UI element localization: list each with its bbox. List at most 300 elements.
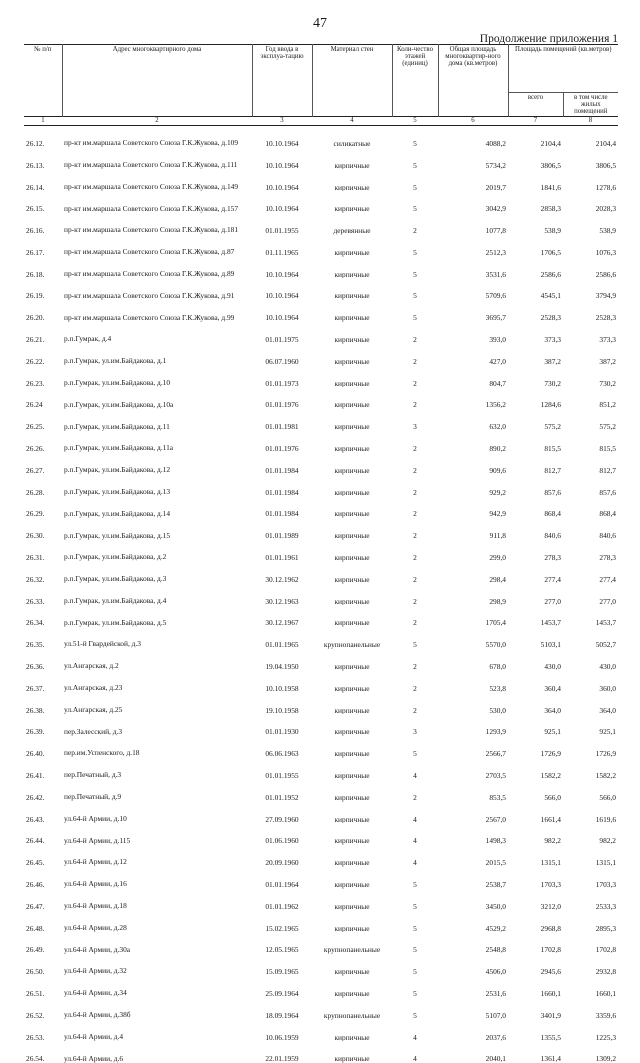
floors-cell: 5 bbox=[413, 901, 417, 911]
material-cell: кирпичные bbox=[334, 422, 370, 432]
floors-cell: 5 bbox=[413, 291, 417, 301]
year-cell: 19.10.1958 bbox=[265, 705, 299, 715]
row-number: 26.48. bbox=[26, 923, 45, 933]
living-area-cell: 566,0 bbox=[599, 792, 617, 802]
table-row bbox=[24, 1020, 618, 1042]
material-cell: кирпичные bbox=[334, 531, 370, 541]
row-number: 26.52. bbox=[26, 1010, 45, 1020]
premises-all-cell: 4545,1 bbox=[540, 291, 561, 301]
year-cell: 10.10.1964 bbox=[265, 138, 299, 148]
premises-all-cell: 1706,5 bbox=[540, 247, 561, 257]
material-cell: кирпичные bbox=[334, 160, 370, 170]
total-area-cell: 2040,1 bbox=[485, 1054, 506, 1063]
year-cell: 01.01.1984 bbox=[265, 465, 299, 475]
premises-all-cell: 387,2 bbox=[544, 356, 561, 366]
row-number: 26.34. bbox=[26, 618, 45, 628]
floors-cell: 5 bbox=[413, 204, 417, 214]
material-cell: кирпичные bbox=[334, 247, 370, 257]
premises-all-cell: 1582,2 bbox=[540, 771, 561, 780]
row-number: 26.38. bbox=[26, 705, 45, 715]
year-cell: 01.01.1962 bbox=[265, 901, 299, 911]
floors-cell: 5 bbox=[413, 945, 417, 955]
material-cell: крупнопанельные bbox=[323, 640, 381, 649]
table-row bbox=[24, 780, 618, 802]
material-cell: кирпичные bbox=[334, 269, 370, 279]
row-number: 26.37. bbox=[26, 683, 45, 693]
total-area-cell: 299,0 bbox=[489, 553, 506, 562]
floors-cell: 4 bbox=[413, 1054, 417, 1063]
living-area-cell: 857,6 bbox=[599, 487, 617, 497]
total-area-cell: 909,6 bbox=[489, 465, 506, 475]
col-number: 8 bbox=[563, 117, 618, 126]
header-premises-living: в том числе жилых помещений bbox=[563, 93, 618, 117]
total-area-cell: 1356,2 bbox=[485, 400, 506, 410]
total-area-cell: 1705,4 bbox=[485, 618, 506, 628]
material-cell: кирпичные bbox=[334, 880, 370, 889]
header-year: Год ввода в эксплуа-тацию bbox=[252, 45, 312, 117]
table-row bbox=[24, 714, 618, 736]
year-cell: 01.01.1973 bbox=[265, 378, 299, 388]
year-cell: 25.09.1964 bbox=[265, 988, 299, 998]
year-cell: 01.01.1964 bbox=[265, 880, 299, 889]
address-cell: ул.64-й Армии, д.30а bbox=[64, 944, 131, 954]
address-cell: пр-кт им.маршала Советского Союза Г.К.Жукова, д.91 bbox=[64, 290, 235, 300]
premises-all-cell: 364,0 bbox=[544, 705, 561, 715]
premises-all-cell: 2104,4 bbox=[540, 138, 561, 148]
address-cell: ул.Ангарская, д.25 bbox=[64, 704, 123, 714]
material-cell: кирпичные bbox=[334, 509, 370, 519]
floors-cell: 2 bbox=[413, 378, 417, 388]
premises-all-cell: 868,4 bbox=[544, 509, 561, 519]
floors-cell: 4 bbox=[413, 1032, 417, 1042]
floors-cell: 2 bbox=[413, 444, 417, 453]
col-number: 6 bbox=[438, 117, 508, 126]
row-number: 26.42. bbox=[26, 792, 45, 802]
table-row bbox=[24, 998, 618, 1020]
material-cell: кирпичные bbox=[334, 356, 370, 366]
year-cell: 01.01.1976 bbox=[265, 400, 299, 410]
address-cell: р.п.Гумрак, ул.им.Байдакова, д.12 bbox=[64, 465, 171, 475]
total-area-cell: 3042,9 bbox=[485, 204, 506, 214]
row-number: 26.50. bbox=[26, 967, 45, 976]
floors-cell: 2 bbox=[413, 574, 417, 584]
premises-all-cell: 575,2 bbox=[544, 422, 561, 432]
living-area-cell: 3794,9 bbox=[595, 291, 617, 301]
floors-cell: 2 bbox=[413, 683, 417, 693]
row-number: 26.30. bbox=[26, 531, 45, 541]
material-cell: кирпичные bbox=[334, 749, 370, 758]
col-number: 7 bbox=[508, 117, 563, 126]
year-cell: 10.06.1959 bbox=[265, 1032, 299, 1042]
row-number: 26.15. bbox=[26, 204, 45, 214]
total-area-cell: 804,7 bbox=[489, 378, 506, 388]
address-cell: ул.64-й Армии, д.115 bbox=[64, 835, 131, 845]
row-number: 26.39. bbox=[26, 727, 45, 737]
living-area-cell: 982,2 bbox=[599, 836, 617, 846]
floors-cell: 2 bbox=[413, 662, 417, 671]
material-cell: кирпичные bbox=[334, 1054, 370, 1063]
table-row bbox=[24, 300, 618, 322]
premises-all-cell: 373,3 bbox=[544, 335, 561, 344]
premises-all-cell: 840,6 bbox=[544, 531, 561, 541]
header-material: Материал стен bbox=[312, 45, 392, 117]
premises-all-cell: 2586,6 bbox=[540, 269, 561, 279]
material-cell: кирпичные bbox=[334, 596, 370, 606]
floors-cell: 5 bbox=[413, 749, 417, 758]
address-cell: р.п.Гумрак, ул.им.Байдакова, д.13 bbox=[64, 486, 171, 496]
material-cell: кирпичные bbox=[334, 967, 370, 976]
floors-cell: 5 bbox=[413, 313, 417, 323]
header-area-total: Общая площадь многоквартир-ного дома (кв.метров) bbox=[438, 45, 508, 117]
premises-all-cell: 3212,0 bbox=[540, 901, 561, 911]
living-area-cell: 1315,1 bbox=[595, 858, 617, 867]
living-area-cell: 2932,8 bbox=[595, 967, 617, 976]
header-address: Адрес многоквартирного дома bbox=[62, 45, 252, 117]
material-cell: кирпичные bbox=[334, 182, 370, 192]
year-cell: 01.11.1965 bbox=[265, 247, 299, 257]
year-cell: 10.10.1964 bbox=[265, 204, 299, 214]
material-cell: кирпичные bbox=[334, 444, 370, 453]
header-premises-all: всего bbox=[508, 93, 563, 117]
year-cell: 01.01.1976 bbox=[265, 444, 299, 453]
living-area-cell: 277,4 bbox=[599, 574, 617, 584]
table-row bbox=[24, 366, 618, 388]
row-number: 26.49. bbox=[26, 945, 45, 955]
table-row bbox=[24, 802, 618, 824]
table-row bbox=[24, 518, 618, 540]
page-number: 47 bbox=[313, 16, 327, 31]
total-area-cell: 393,0 bbox=[489, 335, 506, 344]
premises-all-cell: 538,9 bbox=[544, 226, 561, 235]
living-area-cell: 387,2 bbox=[599, 356, 617, 366]
premises-all-cell: 1355,5 bbox=[540, 1032, 561, 1042]
premises-all-cell: 2968,8 bbox=[540, 923, 561, 933]
table-row bbox=[24, 257, 618, 279]
col-number: 4 bbox=[312, 117, 392, 126]
premises-all-cell: 1702,8 bbox=[540, 945, 561, 955]
table-row bbox=[24, 605, 618, 627]
total-area-cell: 942,9 bbox=[489, 509, 506, 519]
premises-all-cell: 2858,3 bbox=[540, 204, 561, 214]
header-premises-group: Площадь помещений (кв.метров) bbox=[508, 45, 618, 93]
year-cell: 10.10.1964 bbox=[265, 269, 299, 279]
year-cell: 01.01.1961 bbox=[265, 553, 299, 562]
total-area-cell: 2566,7 bbox=[485, 749, 506, 758]
material-cell: кирпичные bbox=[334, 313, 370, 323]
floors-cell: 2 bbox=[413, 596, 417, 606]
row-number: 26.47. bbox=[26, 901, 45, 911]
premises-all-cell: 1661,4 bbox=[540, 814, 561, 824]
table-row bbox=[24, 540, 618, 562]
table-row bbox=[24, 496, 618, 518]
total-area-cell: 3450,0 bbox=[485, 901, 506, 911]
address-cell: ул.Ангарская, д.23 bbox=[64, 683, 123, 693]
total-area-cell: 2015,5 bbox=[485, 858, 506, 867]
floors-cell: 5 bbox=[413, 880, 417, 889]
living-area-cell: 278,3 bbox=[599, 553, 617, 562]
total-area-cell: 911,8 bbox=[489, 531, 506, 541]
premises-all-cell: 730,2 bbox=[544, 378, 561, 388]
year-cell: 10.10.1964 bbox=[265, 160, 299, 170]
address-cell: р.п.Гумрак, ул.им.Байдакова, д.2 bbox=[64, 552, 167, 562]
table-row bbox=[24, 627, 618, 649]
year-cell: 15.09.1965 bbox=[265, 967, 299, 976]
floors-cell: 5 bbox=[413, 247, 417, 257]
premises-all-cell: 1841,6 bbox=[540, 182, 561, 192]
total-area-cell: 3531,6 bbox=[485, 269, 506, 279]
col-number: 5 bbox=[392, 117, 438, 126]
living-area-cell: 925,1 bbox=[599, 727, 617, 737]
address-cell: ул.64-й Армии, д.38б bbox=[64, 1010, 131, 1020]
row-number: 26.51. bbox=[26, 988, 45, 998]
floors-cell: 2 bbox=[413, 553, 417, 562]
col-number: 2 bbox=[62, 117, 252, 126]
total-area-cell: 929,2 bbox=[489, 487, 506, 497]
row-number: 26.41. bbox=[26, 771, 45, 780]
table-row bbox=[24, 409, 618, 431]
address-cell: пр-кт им.маршала Советского Союза Г.К.Жукова, д.109 bbox=[64, 138, 239, 148]
table-row bbox=[24, 387, 618, 409]
table-row bbox=[24, 431, 618, 453]
floors-cell: 4 bbox=[413, 836, 417, 846]
material-cell: крупнопанельные bbox=[323, 1010, 381, 1020]
row-number: 26.53. bbox=[26, 1032, 45, 1042]
row-number: 26.44. bbox=[26, 836, 45, 846]
floors-cell: 5 bbox=[413, 1010, 417, 1020]
floors-cell: 5 bbox=[413, 640, 417, 649]
floors-cell: 5 bbox=[413, 138, 417, 148]
premises-all-cell: 360,4 bbox=[544, 683, 561, 693]
living-area-cell: 364,0 bbox=[599, 705, 617, 715]
row-number: 26.16. bbox=[26, 226, 45, 235]
total-area-cell: 1498,3 bbox=[485, 836, 506, 846]
table-row bbox=[24, 278, 618, 300]
living-area-cell: 575,2 bbox=[599, 422, 617, 432]
total-area-cell: 523,8 bbox=[489, 683, 506, 693]
living-area-cell: 430,0 bbox=[599, 662, 617, 671]
continuation-label: Продолжение приложения 1 bbox=[479, 33, 618, 45]
address-cell: р.п.Гумрак, ул.им.Байдакова, д.11а bbox=[64, 443, 174, 453]
address-cell: пер.им.Успенского, д.18 bbox=[64, 748, 140, 758]
address-cell: пр-кт им.маршала Советского Союза Г.К.Жукова, д.87 bbox=[64, 247, 235, 257]
table-row bbox=[24, 1041, 618, 1063]
floors-cell: 2 bbox=[413, 226, 417, 235]
address-cell: пр-кт им.маршала Советского Союза Г.К.Жукова, д.149 bbox=[64, 181, 239, 191]
material-cell: кирпичные bbox=[334, 291, 370, 301]
column-numbers-row bbox=[24, 117, 618, 126]
year-cell: 06.07.1960 bbox=[265, 356, 299, 366]
premises-all-cell: 2945,6 bbox=[540, 967, 561, 976]
material-cell: кирпичные bbox=[334, 792, 370, 802]
year-cell: 01.01.1955 bbox=[265, 226, 299, 235]
year-cell: 01.01.1955 bbox=[265, 771, 299, 780]
address-cell: ул.64-й Армии, д.28 bbox=[64, 922, 127, 932]
material-cell: кирпичные bbox=[334, 465, 370, 475]
address-cell: ул.64-й Армии, д.6 bbox=[64, 1053, 124, 1063]
table-row bbox=[24, 562, 618, 584]
material-cell: кирпичные bbox=[334, 988, 370, 998]
table-header bbox=[24, 45, 618, 126]
material-cell: кирпичные bbox=[334, 574, 370, 584]
table-row bbox=[24, 932, 618, 954]
row-number: 26.46. bbox=[26, 880, 45, 889]
address-cell: пр-кт им.маршала Советского Союза Г.К.Жукова, д.111 bbox=[64, 159, 238, 169]
material-cell: кирпичные bbox=[334, 400, 370, 410]
address-cell: пер.Печатный, д.9 bbox=[64, 792, 122, 802]
floors-cell: 2 bbox=[413, 356, 417, 366]
total-area-cell: 1077,8 bbox=[485, 226, 506, 235]
row-number: 26.36. bbox=[26, 662, 45, 671]
material-cell: кирпичные bbox=[334, 705, 370, 715]
table-row bbox=[24, 322, 618, 344]
year-cell: 30.12.1967 bbox=[265, 618, 299, 628]
total-area-cell: 2037,6 bbox=[485, 1032, 506, 1042]
living-area-cell: 2895,3 bbox=[595, 923, 617, 933]
table-row bbox=[24, 235, 618, 257]
row-number: 26.22. bbox=[26, 356, 45, 366]
total-area-cell: 2548,8 bbox=[485, 945, 506, 955]
premises-all-cell: 3401,9 bbox=[540, 1010, 561, 1020]
living-area-cell: 1225,3 bbox=[595, 1032, 617, 1042]
year-cell: 01.01.1989 bbox=[265, 531, 299, 541]
table-row bbox=[24, 649, 618, 671]
row-number: 26.13. bbox=[26, 160, 45, 170]
premises-all-cell: 1361,4 bbox=[540, 1054, 561, 1063]
table-row bbox=[24, 889, 618, 911]
living-area-cell: 1702,8 bbox=[595, 945, 617, 955]
floors-cell: 3 bbox=[413, 422, 417, 432]
address-cell: пер.Залесский, д.3 bbox=[64, 726, 123, 736]
total-area-cell: 2512,3 bbox=[485, 247, 506, 257]
table-row bbox=[24, 169, 618, 191]
year-cell: 01.01.1965 bbox=[265, 640, 299, 649]
living-area-cell: 1278,6 bbox=[595, 182, 617, 192]
address-cell: ул.64-й Армии, д.34 bbox=[64, 988, 127, 998]
year-cell: 10.10.1964 bbox=[265, 313, 299, 323]
row-number: 26.26. bbox=[26, 444, 45, 453]
total-area-cell: 678,0 bbox=[489, 662, 506, 671]
total-area-cell: 5107,0 bbox=[485, 1010, 506, 1020]
material-cell: деревянные bbox=[333, 226, 371, 235]
table-row bbox=[24, 845, 618, 867]
address-cell: р.п.Гумрак, ул.им.Байдакова, д.10 bbox=[64, 377, 171, 387]
row-number: 26.40. bbox=[26, 749, 45, 758]
floors-cell: 4 bbox=[413, 771, 417, 780]
premises-all-cell: 277,0 bbox=[544, 596, 561, 606]
floors-cell: 5 bbox=[413, 269, 417, 279]
living-area-cell: 5052,7 bbox=[595, 640, 617, 649]
living-area-cell: 851,2 bbox=[599, 400, 617, 410]
year-cell: 20.09.1960 bbox=[265, 858, 299, 867]
address-cell: пр-кт им.маршала Советского Союза Г.К.Жукова, д.157 bbox=[64, 203, 239, 213]
year-cell: 12.05.1965 bbox=[265, 945, 299, 955]
material-cell: силикатные bbox=[333, 138, 371, 148]
floors-cell: 2 bbox=[413, 465, 417, 475]
table-body bbox=[24, 126, 618, 1063]
year-cell: 06.06.1963 bbox=[265, 749, 299, 758]
material-cell: кирпичные bbox=[334, 858, 370, 867]
row-number: 26.20. bbox=[26, 313, 45, 323]
premises-all-cell: 1703,3 bbox=[540, 880, 561, 889]
living-area-cell: 2533,3 bbox=[595, 901, 617, 911]
row-number: 26.27. bbox=[26, 465, 45, 475]
row-number: 26.12. bbox=[26, 138, 45, 148]
material-cell: кирпичные bbox=[334, 1032, 370, 1042]
header-num: № п/п bbox=[24, 45, 62, 117]
address-cell: пр-кт им.маршала Советского Союза Г.К.Жукова, д.99 bbox=[64, 312, 235, 322]
table-row bbox=[24, 344, 618, 366]
row-number: 26.32. bbox=[26, 574, 45, 584]
material-cell: кирпичные bbox=[334, 923, 370, 933]
address-cell: ул.64-й Армии, д.4 bbox=[64, 1031, 124, 1041]
floors-cell: 2 bbox=[413, 335, 417, 344]
table-row bbox=[24, 954, 618, 976]
total-area-cell: 853,5 bbox=[489, 792, 506, 802]
year-cell: 30.12.1963 bbox=[265, 596, 299, 606]
material-cell: кирпичные bbox=[334, 487, 370, 497]
total-area-cell: 530,0 bbox=[489, 705, 506, 715]
living-area-cell: 868,4 bbox=[599, 509, 617, 519]
floors-cell: 5 bbox=[413, 967, 417, 976]
table-row bbox=[24, 475, 618, 497]
year-cell: 01.01.1984 bbox=[265, 509, 299, 519]
material-cell: кирпичные bbox=[334, 901, 370, 911]
year-cell: 01.01.1975 bbox=[265, 335, 299, 344]
premises-all-cell: 925,1 bbox=[544, 727, 561, 737]
floors-cell: 4 bbox=[413, 814, 417, 824]
floors-cell: 2 bbox=[413, 792, 417, 802]
material-cell: кирпичные bbox=[334, 683, 370, 693]
floors-cell: 2 bbox=[413, 618, 417, 628]
year-cell: 01.01.1930 bbox=[265, 727, 299, 737]
floors-cell: 2 bbox=[413, 487, 417, 497]
table-row bbox=[24, 148, 618, 170]
floors-cell: 2 bbox=[413, 705, 417, 715]
row-number: 26.21. bbox=[26, 335, 45, 344]
header-floors: Коли-чество этажей (единиц) bbox=[392, 45, 438, 117]
year-cell: 19.04.1950 bbox=[265, 662, 299, 671]
table-row bbox=[24, 126, 618, 148]
material-cell: кирпичные bbox=[334, 771, 370, 780]
year-cell: 01.06.1960 bbox=[265, 836, 299, 846]
living-area-cell: 1660,1 bbox=[595, 988, 617, 998]
total-area-cell: 4506,0 bbox=[485, 967, 506, 976]
year-cell: 10.10.1964 bbox=[265, 291, 299, 301]
address-cell: р.п.Гумрак, ул.им.Байдакова, д.11 bbox=[64, 421, 170, 431]
row-number: 26.35. bbox=[26, 640, 45, 649]
living-area-cell: 1726,9 bbox=[595, 749, 617, 758]
total-area-cell: 5709,6 bbox=[485, 291, 506, 301]
living-area-cell: 815,5 bbox=[599, 444, 617, 453]
year-cell: 10.10.1964 bbox=[265, 182, 299, 192]
address-cell: р.п.Гумрак, ул.им.Байдакова, д.5 bbox=[64, 617, 167, 627]
living-area-cell: 1453,7 bbox=[595, 618, 617, 628]
floors-cell: 5 bbox=[413, 923, 417, 933]
premises-all-cell: 982,2 bbox=[544, 836, 561, 846]
address-cell: ул.64-й Армии, д.18 bbox=[64, 901, 127, 911]
address-cell: пр-кт им.маршала Советского Союза Г.К.Жукова, д.181 bbox=[64, 225, 239, 235]
floors-cell: 5 bbox=[413, 160, 417, 170]
premises-all-cell: 278,3 bbox=[544, 553, 561, 562]
year-cell: 27.09.1960 bbox=[265, 814, 299, 824]
table-row bbox=[24, 976, 618, 998]
table-row bbox=[24, 911, 618, 933]
floors-cell: 2 bbox=[413, 400, 417, 410]
table-row bbox=[24, 584, 618, 606]
material-cell: кирпичные bbox=[334, 814, 370, 824]
address-cell: ул.64-й Армии, д.12 bbox=[64, 857, 127, 867]
year-cell: 10.10.1958 bbox=[265, 683, 299, 693]
